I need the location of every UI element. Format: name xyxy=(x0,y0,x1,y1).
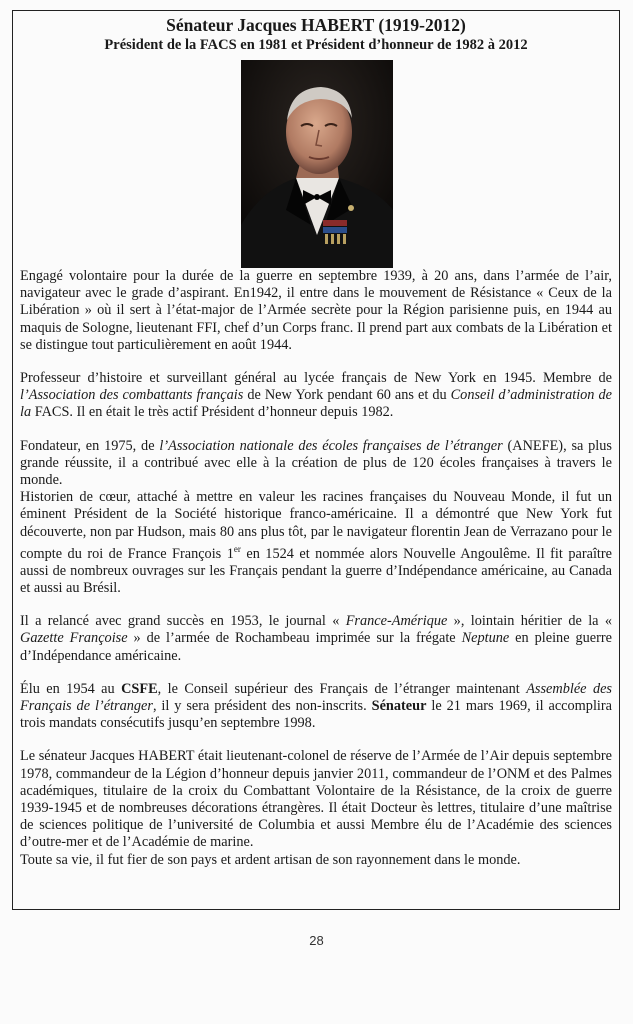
article-body xyxy=(20,268,612,869)
portrait-illustration xyxy=(241,60,393,268)
portrait-photo xyxy=(241,60,393,268)
paragraph-france-amerique: Il a relancé avec grand succès en 1953, le journal « France-Amérique », lointain héritier de la « Gazette Françoise » de l’armée de Rochambeau imprimée sur la frégate Neptune en pleine guerre d’Indépendance américaine. xyxy=(20,613,612,664)
article-subtitle: Président de la FACS en 1981 et Président d’honneur de 1982 à 2012 xyxy=(104,37,528,53)
article-frame xyxy=(12,10,620,910)
paragraph-honours: Le sénateur Jacques HABERT était lieutenant-colonel de réserve de l’Armée de l’Air depuis septembre 1978, commandeur de la Légion d’honneur depuis janvier 2011, commandeur de l’ONM et des Palmes académiques, titulaire de la croix du Combattant Volontaire de la Résistance, de la croix de guerre 1939-1945 et de nombreuses décorations étrangères. Il était Docteur ès lettres, titulaire d’une maîtrise de sciences politique de l’université de Columbia et aussi Membre élu de l’Académie des sciences d’outre-mer et de l’Académie de marine. xyxy=(20,748,612,851)
paragraph-military-service: Engagé volontaire pour la durée de la guerre en septembre 1939, à 20 ans, dans l’armée de l’air, navigateur avec le grade d’aspirant. En1942, il entre dans le mouvement de Résistance « Ceux de la Libération » où il sert à l’état-major de l’Armée secrète pour la Région parisienne puis, en 1944 au maquis de Sologne, lieutenant FFI, chef d’un Corps franc. Il prend part aux combats de la Libération et se distingue tout particulièrement en août 1944. xyxy=(20,268,612,353)
article-title: Sénateur Jacques HABERT (1919-2012) xyxy=(166,15,466,35)
paragraph-senateur: Élu en 1954 au CSFE, le Conseil supérieur des Français de l’étranger maintenant Assemblée des Français de l’étranger, il y sera président des non-inscrits. Sénateur le 21 mars 1969, il accomplira trois mandats consécutifs jusqu’en septembre 1998. xyxy=(20,680,612,732)
paragraph-closing: Toute sa vie, il fut fier de son pays et ardent artisan de son rayonnement dans le monde. xyxy=(20,851,521,868)
paragraph-anefe: Fondateur, en 1975, de l’Association nationale des écoles françaises de l’étranger (ANEFE), sa plus grande réussite, il a contribué avec elle à la création de plus de 120 écoles françaises à travers le monde. xyxy=(20,437,612,489)
paragraph-historian: Historien de cœur, attaché à mettre en valeur les racines françaises du Nouveau Monde, il fut un éminent Président de la Société historique franco-américaine. Il a démontré que New York fut découverte, non par Hudson, mais 80 ans plus tôt, par le navigateur florentin Jean de Verrazano pour le compte du roi de France François 1er en 1524 et nommée alors Nouvelle Angoulême. Il fit paraître aussi de nombreux ouvrages sur les Français pendant la guerre d’Indépendance américaine, au Canada et aussi au Brésil. xyxy=(20,489,613,597)
page-number: 28 xyxy=(309,933,324,948)
paragraph-new-york: Professeur d’histoire et surveillant général au lycée français de New York en 1945. Membre de l’Association des combattants français de New York pendant 60 ans et du Conseil d’administration de la FACS. Il en était le très actif Président d’honneur depuis 1982. xyxy=(20,370,612,421)
